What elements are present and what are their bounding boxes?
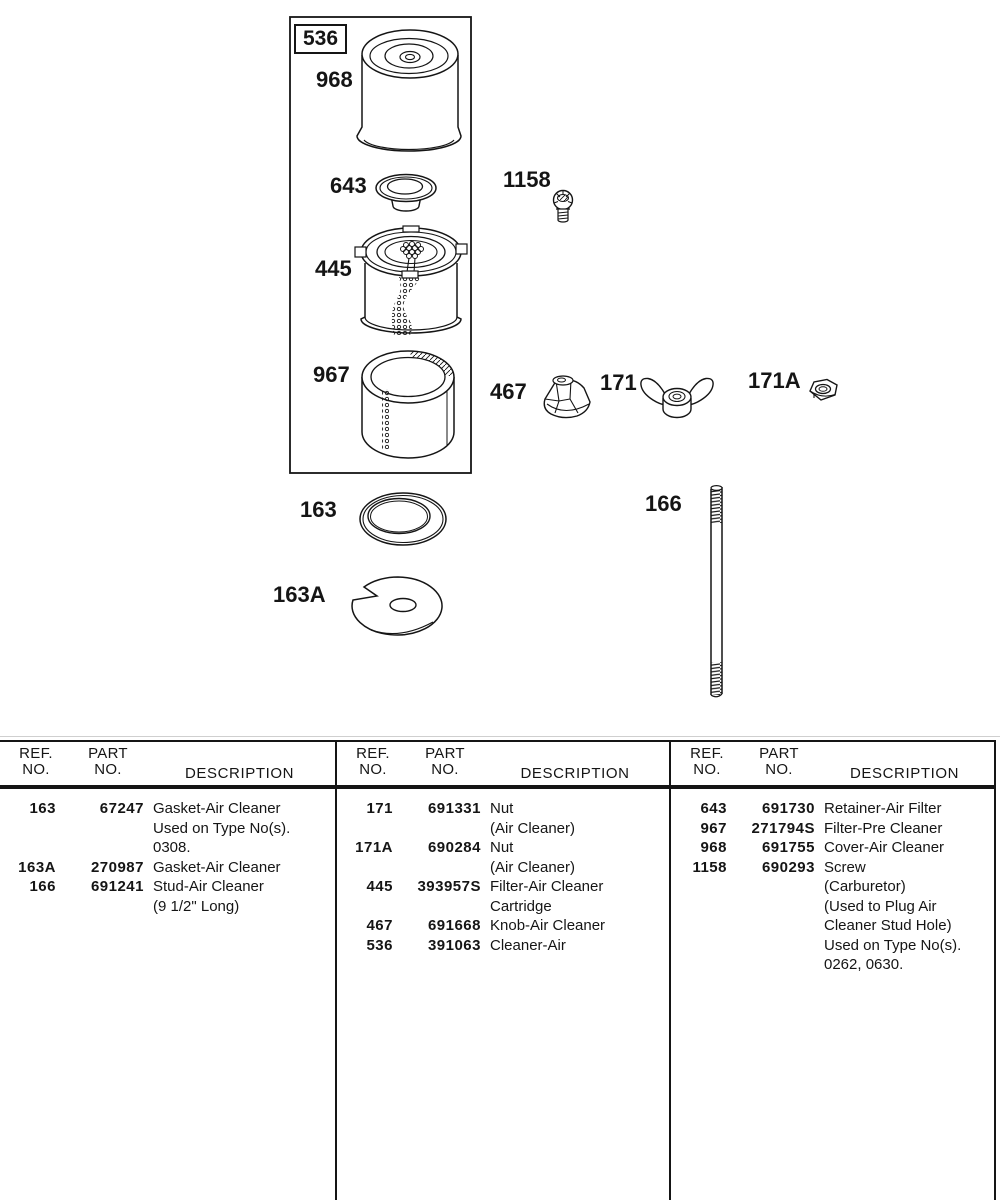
- table-header: [671, 742, 994, 789]
- table-row: [0, 838, 335, 858]
- cell-ref-no: 163: [29, 800, 56, 817]
- cell-part-no: 691241: [90, 878, 144, 895]
- table-body: [337, 789, 669, 955]
- cell-description: Screw: [824, 858, 866, 876]
- table-row: [671, 877, 994, 897]
- cell-part-no: [727, 877, 815, 897]
- cell-ref-no: 445: [366, 878, 393, 895]
- cell-part-no: [56, 819, 144, 839]
- table-row: [0, 877, 335, 897]
- table-body: [671, 789, 994, 975]
- header-ref-no: [337, 746, 409, 785]
- part-drawing-wing-nut-171: [641, 378, 713, 417]
- table-row: [671, 936, 994, 956]
- cell-part-no: [727, 897, 815, 917]
- cell-ref-no: [0, 897, 56, 917]
- cell-description: 0308.: [153, 839, 191, 856]
- header-part-no: [409, 746, 481, 785]
- cell-ref-no: 1158: [692, 858, 727, 876]
- table-row: [671, 799, 994, 819]
- cell-description: (Air Cleaner): [490, 819, 576, 837]
- cell-ref-no: [0, 819, 56, 839]
- cell-description: Nut: [490, 839, 514, 856]
- table-row: [0, 799, 335, 819]
- cell-description: 0262, 0630.: [824, 956, 904, 973]
- parts-table: [0, 740, 996, 1200]
- part-drawing-cartridge-445: [355, 226, 467, 335]
- part-label-163a: 163A: [273, 582, 326, 607]
- table-row: [337, 877, 669, 897]
- cell-description: (Air Cleaner): [490, 858, 576, 876]
- cell-ref-no: 171A: [355, 839, 393, 856]
- part-drawing-hex-nut-171a: [810, 380, 837, 401]
- header-part-no: [72, 746, 144, 785]
- cell-ref-no: 171: [366, 800, 393, 817]
- header-part-line2: NO.: [94, 761, 122, 778]
- cell-ref-no: 163A: [18, 858, 56, 876]
- header-ref-no: [671, 746, 743, 785]
- cell-description: (Used to Plug Air: [824, 897, 937, 915]
- table-row: [337, 838, 669, 858]
- cell-part-no: 271794S: [751, 819, 815, 837]
- parts-table-column-2: [335, 742, 669, 1200]
- table-header: [337, 742, 669, 789]
- table-row: [671, 858, 994, 878]
- cell-part-no: [393, 897, 481, 917]
- cell-description: Nut: [490, 800, 514, 817]
- cell-part-no: 393957S: [417, 878, 481, 895]
- header-part-no: [743, 746, 815, 785]
- cell-ref-no: [671, 955, 727, 975]
- part-label-967: 967: [313, 362, 350, 387]
- scan-artifact-line: [0, 736, 1000, 737]
- part-drawing-knob-467: [544, 376, 590, 418]
- cell-part-no: 691755: [761, 839, 815, 856]
- table-header: [0, 742, 335, 789]
- cell-description: Cartridge: [490, 897, 552, 915]
- cell-description: Knob-Air Cleaner: [490, 917, 606, 934]
- part-drawing-gasket-163: [360, 493, 446, 545]
- part-label-1158: 1158: [503, 167, 551, 192]
- cell-part-no: 690293: [761, 858, 815, 876]
- header-ref-line2: NO.: [22, 761, 50, 778]
- cell-ref-no: [671, 877, 727, 897]
- header-part-line2: NO.: [765, 761, 793, 778]
- cell-description: Filter-Air Cleaner: [490, 878, 604, 895]
- cell-description: Gasket-Air Cleaner: [153, 858, 281, 876]
- cell-ref-no: 536: [366, 936, 393, 954]
- cell-ref-no: [337, 858, 393, 878]
- cell-ref-no: 968: [700, 839, 727, 856]
- part-drawing-screw-1158: [554, 191, 573, 223]
- header-part-line1: PART: [425, 745, 465, 762]
- table-row: [0, 858, 335, 878]
- cell-description: Retainer-Air Filter: [824, 800, 942, 817]
- table-row: [337, 916, 669, 936]
- part-label-163: 163: [300, 497, 337, 522]
- part-label-166: 166: [645, 491, 682, 516]
- header-ref-line2: NO.: [693, 761, 721, 778]
- cell-description: Used on Type No(s).: [824, 936, 962, 954]
- header-ref-line1: REF.: [690, 745, 724, 762]
- part-label-536: 536: [294, 24, 347, 54]
- part-label-643: 643: [330, 173, 367, 198]
- header-ref-line1: REF.: [19, 745, 53, 762]
- cell-description: Cover-Air Cleaner: [824, 839, 945, 856]
- part-label-171a: 171A: [748, 368, 801, 393]
- part-label-467: 467: [490, 379, 527, 404]
- cell-description: Filter-Pre Cleaner: [824, 819, 943, 837]
- cell-description: Used on Type No(s).: [153, 819, 291, 837]
- cell-description: (Carburetor): [824, 878, 906, 895]
- header-description: DESCRIPTION: [849, 765, 960, 782]
- cell-part-no: [727, 955, 815, 975]
- table-row: [671, 897, 994, 917]
- part-drawing-retainer-643: [376, 175, 436, 212]
- table-row: [0, 819, 335, 839]
- table-row: [671, 819, 994, 839]
- cell-part-no: 391063: [427, 936, 481, 954]
- header-ref-line2: NO.: [359, 761, 387, 778]
- part-label-171: 171: [600, 370, 637, 395]
- table-row: [337, 897, 669, 917]
- cell-part-no: 690284: [427, 839, 481, 856]
- cell-part-no: [393, 819, 481, 839]
- cell-part-no: [56, 897, 144, 917]
- cell-ref-no: [671, 936, 727, 956]
- part-drawing-stud-166: [711, 486, 722, 697]
- cell-part-no: 67247: [99, 800, 144, 817]
- table-row: [671, 916, 994, 936]
- header-part-line1: PART: [88, 745, 128, 762]
- table-row: [337, 936, 669, 956]
- cell-ref-no: [671, 916, 727, 936]
- cell-ref-no: 166: [29, 878, 56, 895]
- header-ref-no: [0, 746, 72, 785]
- cell-description: Stud-Air Cleaner: [153, 878, 264, 895]
- part-drawing-gasket-163a: [352, 577, 442, 635]
- cell-description: Cleaner Stud Hole): [824, 917, 952, 934]
- table-row: [671, 955, 994, 975]
- table-row: [0, 897, 335, 917]
- cell-ref-no: [337, 819, 393, 839]
- cell-description: Gasket-Air Cleaner: [153, 800, 281, 817]
- cell-ref-no: 467: [366, 917, 393, 934]
- header-part-line1: PART: [759, 745, 799, 762]
- table-row: [337, 799, 669, 819]
- cell-part-no: [727, 916, 815, 936]
- table-row: [671, 838, 994, 858]
- cell-part-no: 691668: [427, 917, 481, 934]
- header-description: DESCRIPTION: [184, 765, 295, 782]
- cell-ref-no: 643: [700, 800, 727, 817]
- cell-part-no: 270987: [90, 858, 144, 876]
- parts-table-column-1: [0, 742, 335, 1200]
- cell-part-no: 691331: [427, 800, 481, 817]
- header-ref-line1: REF.: [356, 745, 390, 762]
- cell-ref-no: [0, 838, 56, 858]
- cell-ref-no: [671, 897, 727, 917]
- parts-table-column-3: [669, 742, 994, 1200]
- cell-part-no: 691730: [761, 800, 815, 817]
- header-description: DESCRIPTION: [520, 765, 630, 782]
- part-label-968: 968: [316, 67, 353, 92]
- cell-description: Cleaner-Air: [490, 936, 566, 954]
- part-label-445: 445: [315, 256, 352, 281]
- cell-part-no: [56, 838, 144, 858]
- table-body: [0, 789, 335, 916]
- table-row: [337, 858, 669, 878]
- cell-description: (9 1/2" Long): [153, 897, 240, 915]
- header-part-line2: NO.: [431, 761, 459, 778]
- part-drawing-cover-968: [357, 30, 461, 151]
- table-row: [337, 819, 669, 839]
- part-drawing-precleaner-967: [362, 351, 454, 458]
- cell-part-no: [727, 936, 815, 956]
- cell-ref-no: [337, 897, 393, 917]
- cell-part-no: [393, 858, 481, 878]
- cell-ref-no: 967: [700, 819, 727, 837]
